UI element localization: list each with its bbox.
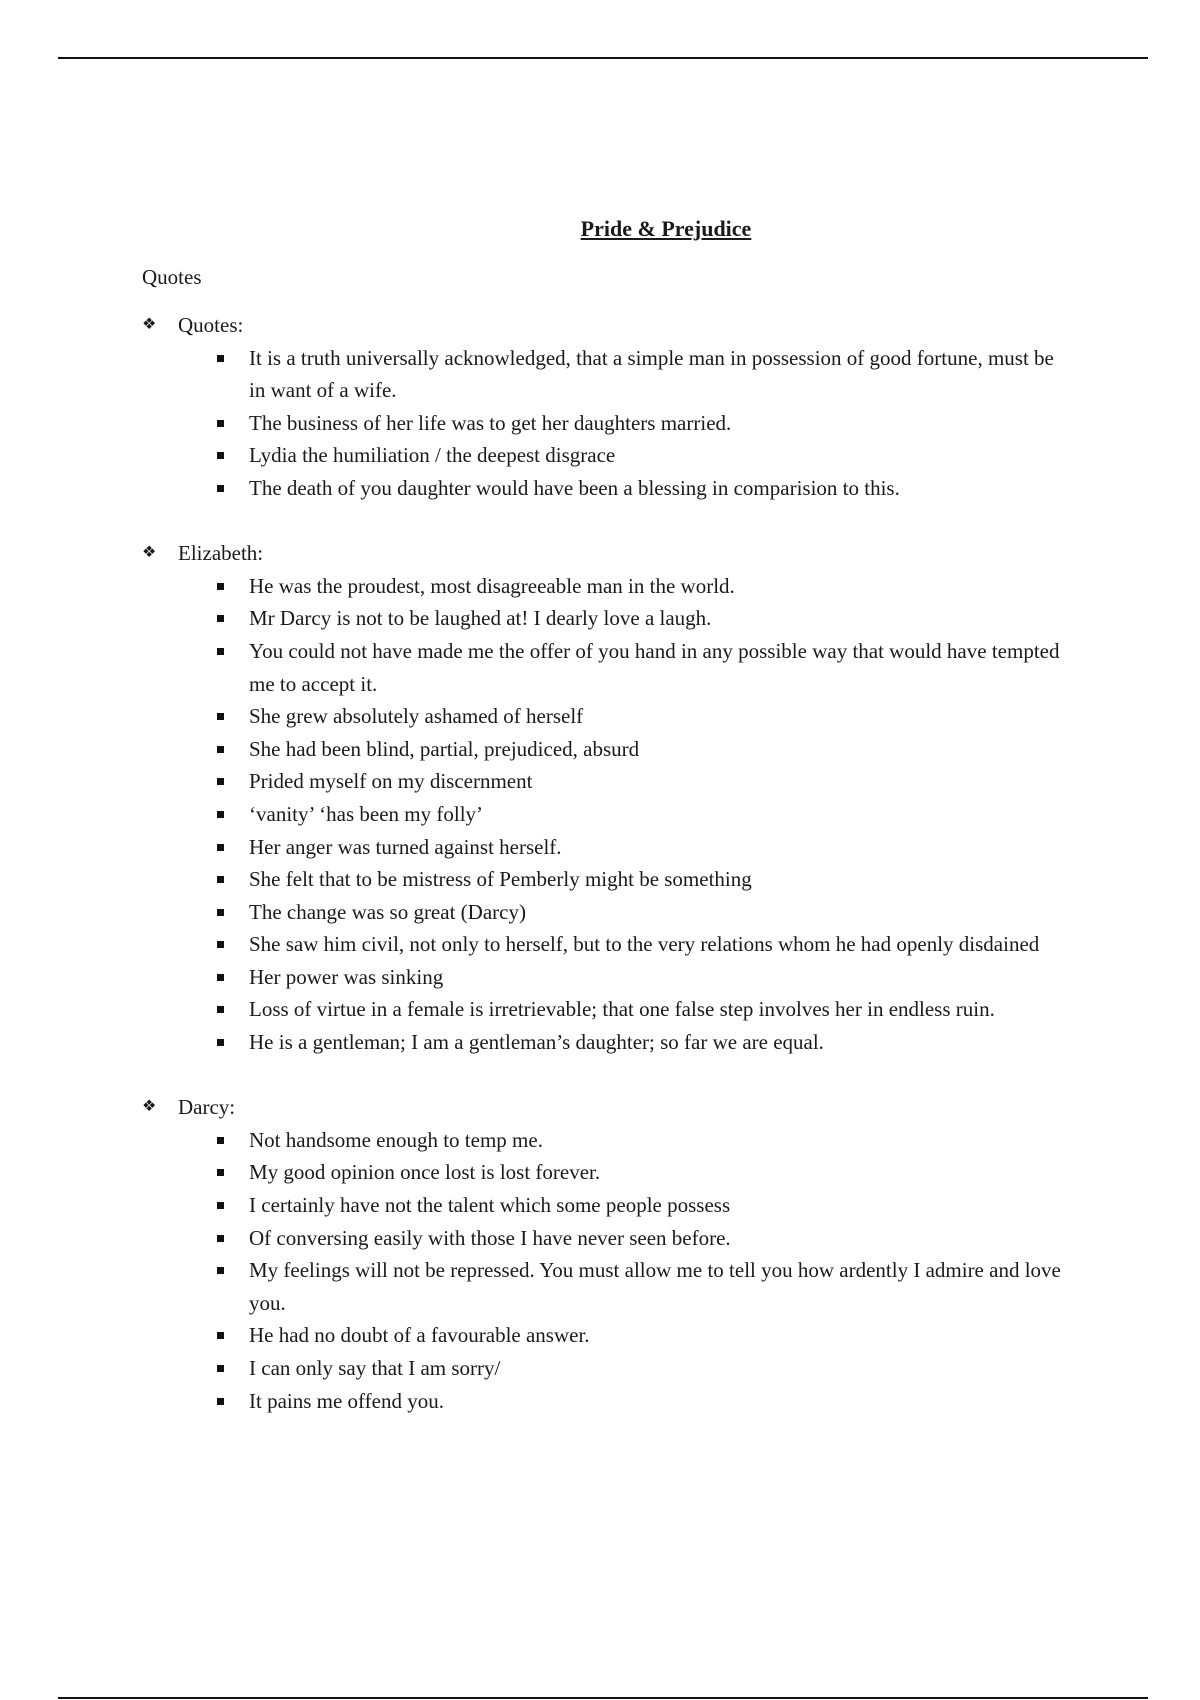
- list-item: [217, 1026, 1062, 1059]
- square-bullet-icon: [217, 1189, 249, 1222]
- section-heading: Quotes:: [178, 313, 244, 337]
- list-item: [217, 1156, 1062, 1189]
- square-bullet-icon: [217, 798, 249, 831]
- quote-text: It is a truth universally acknowledged, that a simple man in possession of good fortune, must be in want of a wife.: [249, 345, 1054, 403]
- square-bullet-icon: [217, 896, 249, 929]
- list-item: [217, 1124, 1062, 1157]
- quote-list: [142, 342, 1062, 505]
- section-heading-row: [142, 1091, 1062, 1124]
- quote-text: She had been blind, partial, prejudiced, absurd: [249, 736, 640, 761]
- list-item: [217, 961, 1062, 994]
- square-bullet-icon: [217, 1254, 249, 1319]
- quote-list: [142, 1124, 1062, 1417]
- square-bullet-icon: [217, 1385, 249, 1418]
- quote-text: My good opinion once lost is lost forever.: [249, 1160, 601, 1185]
- quote-text: Mr Darcy is not to be laughed at! I dearly love a laugh.: [249, 606, 712, 631]
- quote-text: I can only say that I am sorry/: [249, 1356, 501, 1380]
- quote-text: Not handsome enough to temp me.: [249, 1127, 543, 1152]
- square-bullet-icon: [217, 993, 249, 1026]
- quote-text: He is a gentleman; I am a gentleman’s daughter; so far we are equal.: [249, 1030, 824, 1055]
- list-item: [217, 1254, 1062, 1319]
- diamond-bullet-icon: ❖: [142, 316, 157, 333]
- list-item: [217, 472, 1062, 505]
- quote-text: Her anger was turned against herself.: [249, 834, 562, 859]
- list-item: [217, 439, 1062, 472]
- list-item: [217, 700, 1062, 733]
- list-item: [217, 407, 1062, 440]
- quote-text: Of conversing easily with those I have never seen before.: [249, 1225, 731, 1250]
- square-bullet-icon: [217, 407, 249, 440]
- list-item: [217, 1319, 1062, 1352]
- square-bullet-icon: [217, 831, 249, 864]
- list-item: [217, 798, 1062, 831]
- quote-text: I certainly have not the talent which some people possess: [249, 1193, 731, 1218]
- section-heading-row: [142, 537, 1062, 570]
- quote-text: Loss of virtue in a female is irretrievable; that one false step involves her in endless ruin.: [249, 997, 995, 1022]
- quote-section: [142, 309, 1062, 505]
- list-item: [217, 928, 1062, 961]
- list-item: [217, 1189, 1062, 1222]
- square-bullet-icon: [217, 635, 249, 700]
- list-item: [217, 863, 1062, 896]
- footer-rule: [58, 1697, 1148, 1699]
- square-bullet-icon: [217, 1352, 249, 1385]
- quote-text: He had no doubt of a favourable answer.: [249, 1323, 590, 1348]
- list-item: [217, 896, 1062, 929]
- quote-list: [142, 570, 1062, 1059]
- square-bullet-icon: [217, 1156, 249, 1189]
- list-item: [217, 570, 1062, 603]
- quote-text: Prided myself on my discernment: [249, 769, 533, 794]
- square-bullet-icon: [217, 1124, 249, 1157]
- section-heading-row: [142, 309, 1062, 342]
- list-item: [217, 1222, 1062, 1255]
- square-bullet-icon: [217, 928, 249, 961]
- diamond-bullet-icon: ❖: [142, 1098, 157, 1116]
- list-item: [217, 993, 1062, 1026]
- square-bullet-icon: [217, 1222, 249, 1255]
- quote-text: The business of her life was to get her daughters married.: [249, 410, 732, 435]
- square-bullet-icon: [217, 765, 249, 798]
- quote-text: She saw him civil, not only to herself, but to the very relations whom he had openly disdained: [249, 932, 1040, 957]
- list-item: [217, 1352, 1062, 1385]
- square-bullet-icon: [217, 1026, 249, 1059]
- list-item: [217, 342, 1062, 407]
- quote-sections: [142, 309, 1062, 1450]
- square-bullet-icon: [217, 961, 249, 994]
- quote-text: My feelings will not be repressed. You must allow me to tell you how ardently I admire and love you.: [249, 1258, 1061, 1315]
- section-heading: Darcy:: [178, 1095, 236, 1120]
- quote-text: Lydia the humiliation / the deepest disgrace: [249, 443, 616, 468]
- quote-text: ‘vanity’ ‘has been my folly’: [249, 801, 484, 826]
- square-bullet-icon: [217, 700, 249, 733]
- quote-text: Her power was sinking: [249, 964, 444, 989]
- list-item: [217, 635, 1062, 700]
- quote-text: She felt that to be mistress of Pemberly might be something: [249, 867, 752, 892]
- quote-text: The change was so great (Darcy): [249, 899, 526, 924]
- quote-section: [142, 1091, 1062, 1417]
- square-bullet-icon: [217, 602, 249, 635]
- list-item: [217, 765, 1062, 798]
- square-bullet-icon: [217, 570, 249, 603]
- quote-text: He was the proudest, most disagreeable man in the world.: [249, 573, 735, 598]
- quote-text: The death of you daughter would have been a blessing in comparision to this.: [249, 475, 900, 500]
- square-bullet-icon: [217, 1319, 249, 1352]
- page-title: Pride & Prejudice: [580, 216, 752, 241]
- square-bullet-icon: [217, 863, 249, 896]
- section-heading: Elizabeth:: [178, 541, 264, 566]
- quote-text: She grew absolutely ashamed of herself: [249, 704, 584, 729]
- header-rule: [58, 57, 1148, 59]
- list-item: [217, 1385, 1062, 1418]
- list-item: [217, 733, 1062, 766]
- diamond-bullet-icon: ❖: [142, 544, 157, 562]
- square-bullet-icon: [217, 342, 249, 407]
- list-item: [217, 602, 1062, 635]
- square-bullet-icon: [217, 472, 249, 505]
- quote-text: It pains me offend you.: [249, 1388, 444, 1413]
- square-bullet-icon: [217, 733, 249, 766]
- quote-text: You could not have made me the offer of you hand in any possible way that would have tempted me to accept it.: [249, 638, 1060, 696]
- subtitle: Quotes: [142, 265, 202, 289]
- list-item: [217, 831, 1062, 864]
- square-bullet-icon: [217, 439, 249, 472]
- quote-section: [142, 537, 1062, 1059]
